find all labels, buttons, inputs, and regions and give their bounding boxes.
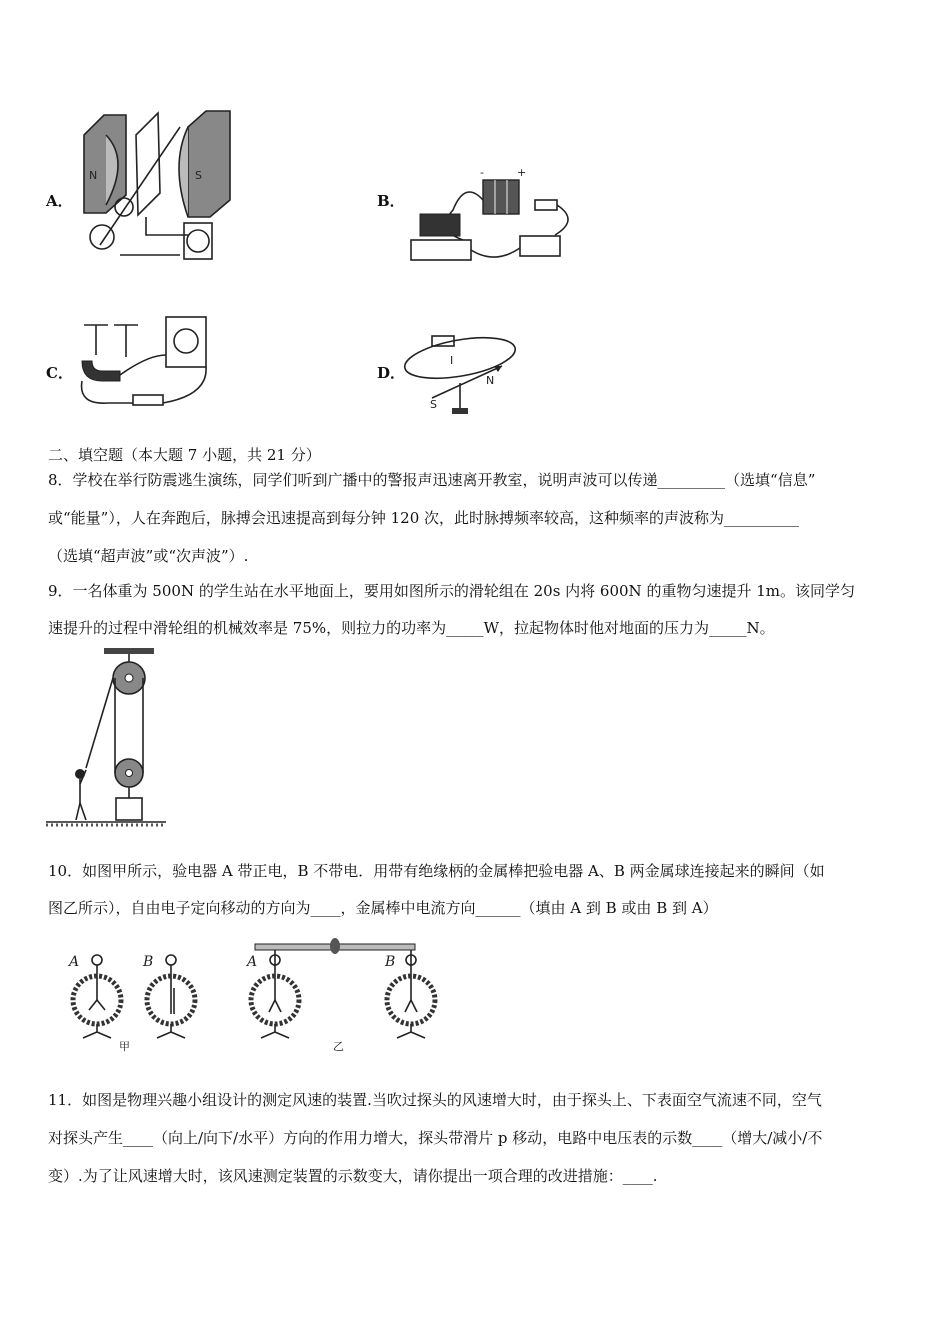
compass-s-label: S [430, 398, 437, 411]
q8-line-1: 8．学校在举行防震逃生演练，同学们听到广播中的警报声迅速离开教室，说明声波可以传递_________（选填“信息” [48, 471, 816, 489]
option-a-figure [80, 105, 230, 265]
yi-b-label: B [385, 954, 396, 970]
option-d-figure [402, 328, 522, 420]
q8-line-2: 或“能量”），人在奔跑后，脉搏会迅速提高到每分钟 120 次，此时脉搏频率较高，这种频率的声波称为__________ [48, 509, 800, 527]
battery-plus: + [517, 166, 527, 179]
q11-line-1: 11．如图是物理兴趣小组设计的测定风速的装置.当吹过探头的风速增大时，由于探头上、下表面空气流速不同，空气 [48, 1091, 822, 1109]
q11-line-3: 变）.为了让风速增大时，该风速测定装置的示数变大，请你提出一项合理的改进措施：____. [48, 1167, 658, 1185]
jia-b-label: B [143, 954, 154, 970]
option-b-label: B． [377, 192, 405, 210]
q10-line-1: 10．如图甲所示，验电器 A 带正电，B 不带电．用带有绝缘柄的金属棒把验电器 A、B 两金属球连接起来的瞬间（如 [48, 862, 825, 880]
q10-line-2: 图乙所示），自由电子定向移动的方向为____，金属棒中电流方向______（填由 A 到 B 或由 B 到 A） [48, 899, 718, 917]
section-heading: 二、填空题（本大题 7 小题，共 21 分） [48, 446, 321, 464]
magnet-n-label: N [89, 169, 98, 182]
q10-electroscope-figure [55, 938, 445, 1058]
current-label: I [450, 354, 454, 367]
yi-caption: 乙 [333, 1040, 344, 1053]
option-c-figure [78, 315, 218, 410]
option-b-figure [405, 166, 580, 270]
q8-line-3: （选填“超声波”或“次声波”）. [48, 547, 249, 565]
q11-line-2: 对探头产生____（向上/向下/水平）方向的作用力增大，探头带滑片 p 移动，电路中电压表的示数____（增大/减小/不 [48, 1129, 823, 1147]
option-c-label: C． [46, 364, 73, 382]
battery-minus: - [480, 166, 484, 179]
q9-line-1: 9．一名体重为 500N 的学生站在水平地面上，要用如图所示的滑轮组在 20s 内将 600N 的重物匀速提升 1m。该同学匀 [48, 582, 855, 600]
q9-pulley-figure [44, 648, 169, 833]
jia-a-label: A [69, 954, 80, 970]
jia-caption: 甲 [119, 1040, 130, 1053]
option-d-label: D． [377, 364, 406, 382]
yi-a-label: A [247, 954, 258, 970]
q9-line-2: 速提升的过程中滑轮组的机械效率是 75%，则拉力的功率为_____W，拉起物体时他对地面的压力为_____N。 [48, 619, 775, 637]
compass-n-label: N [486, 374, 495, 387]
option-a-label: A． [46, 192, 73, 210]
magnet-s-label: S [195, 169, 202, 182]
